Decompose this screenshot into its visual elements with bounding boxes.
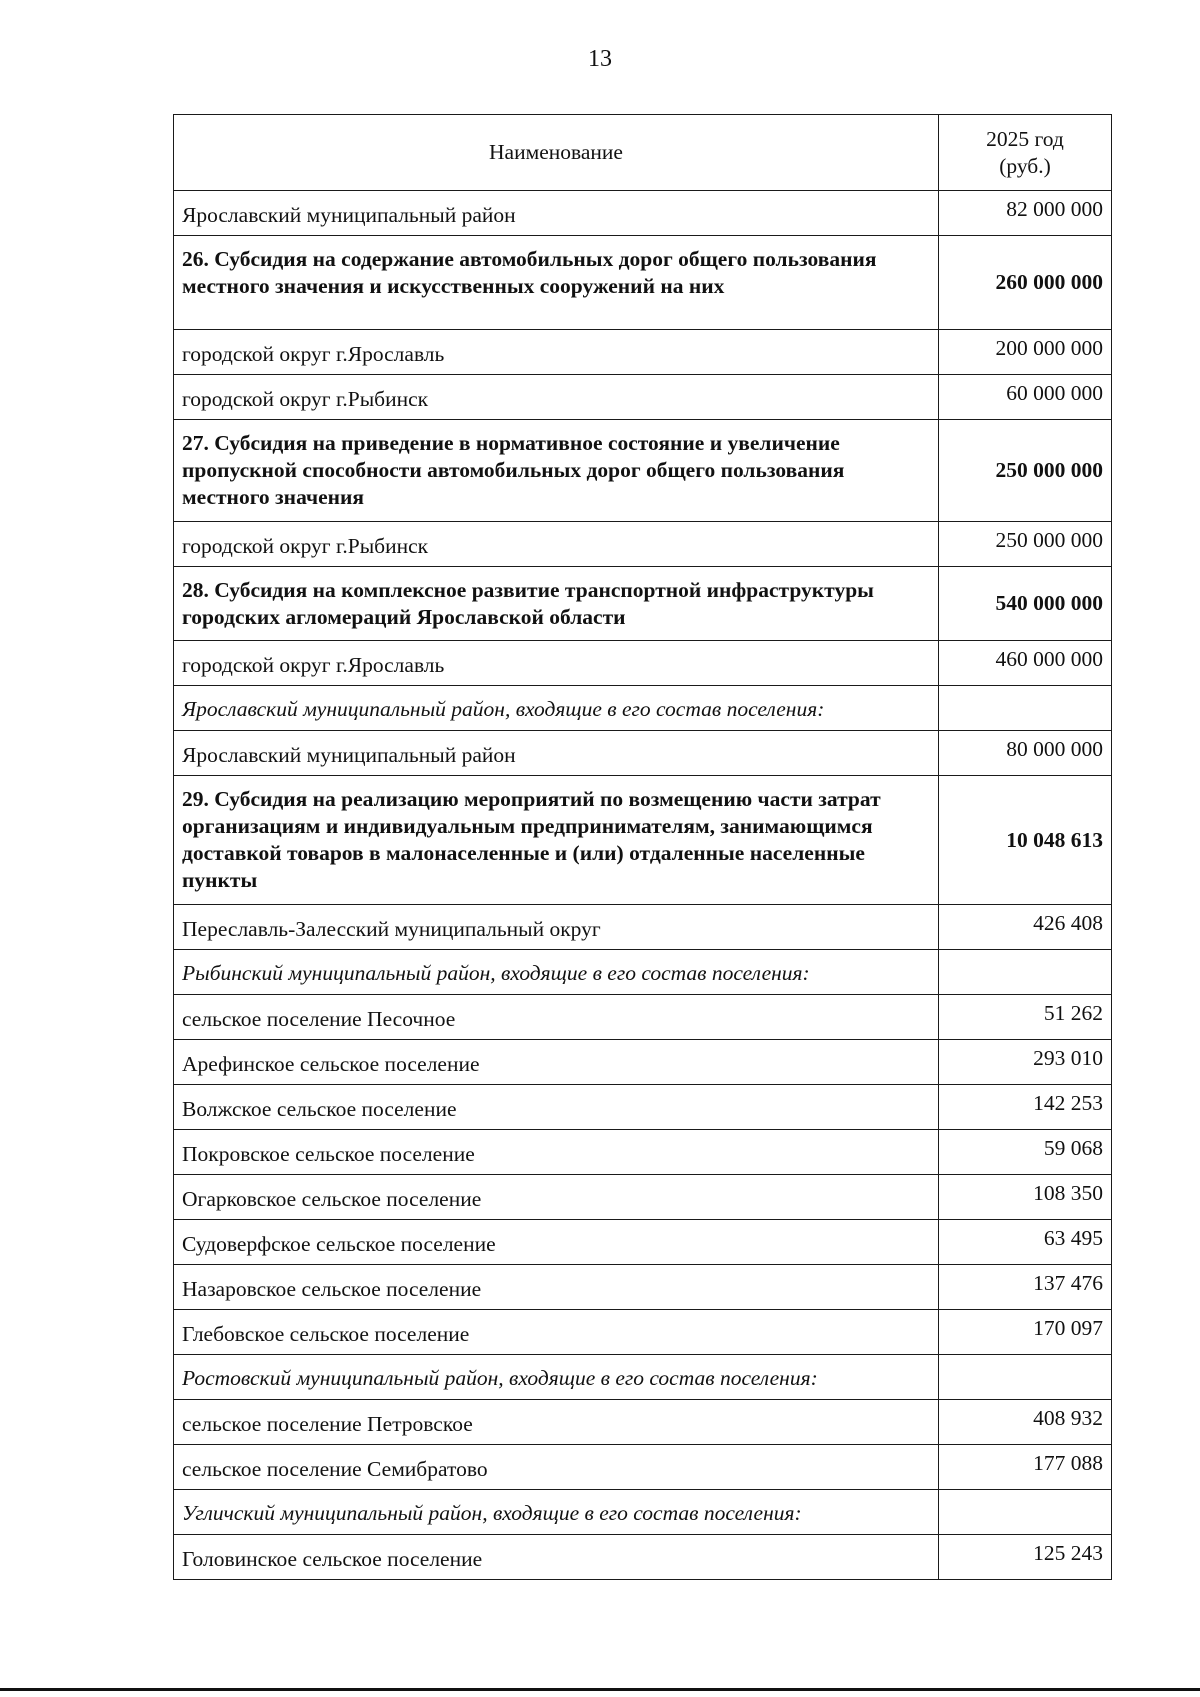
- row-amount: 59 068: [939, 1130, 1112, 1175]
- row-name: сельское поселение Песочное: [174, 995, 939, 1040]
- row-name: Арефинское сельское поселение: [174, 1040, 939, 1085]
- row-amount: 108 350: [939, 1175, 1112, 1220]
- row-amount: 200 000 000: [939, 330, 1112, 375]
- page-bottom-rule: [0, 1688, 1200, 1691]
- row-amount: 460 000 000: [939, 641, 1112, 686]
- table-row: [174, 1310, 1112, 1355]
- table-row: [174, 1535, 1112, 1580]
- column-header-name: Наименование: [174, 115, 939, 191]
- table-row: [174, 1445, 1112, 1490]
- table-row: [174, 191, 1112, 236]
- row-name: Судоверфское сельское поселение: [174, 1220, 939, 1265]
- table-row: [174, 1400, 1112, 1445]
- table-row: [174, 995, 1112, 1040]
- row-name: Переславль-Залесский муниципальный округ: [174, 905, 939, 950]
- row-name: Волжское сельское поселение: [174, 1085, 939, 1130]
- group-row: [174, 686, 1112, 731]
- row-name: сельское поселение Петровское: [174, 1400, 939, 1445]
- row-amount: 63 495: [939, 1220, 1112, 1265]
- row-amount: 250 000 000: [939, 522, 1112, 567]
- row-name: сельское поселение Семибратово: [174, 1445, 939, 1490]
- row-name: Головинское сельское поселение: [174, 1535, 939, 1580]
- table-row: [174, 905, 1112, 950]
- row-amount: 125 243: [939, 1535, 1112, 1580]
- row-amount: 293 010: [939, 1040, 1112, 1085]
- group-amount: [939, 686, 1112, 731]
- column-header-unit: (руб.): [999, 153, 1051, 178]
- row-name: Огарковское сельское поселение: [174, 1175, 939, 1220]
- row-name: городской округ г.Ярославль: [174, 641, 939, 686]
- row-name: Назаровское сельское поселение: [174, 1265, 939, 1310]
- row-name: Ярославский муниципальный район: [174, 191, 939, 236]
- budget-table: [173, 114, 1112, 1580]
- subsidy-name: 27. Субсидия на приведение в нормативное состояние и увеличение пропускной способности автомобильных дорог общего пользования местного значения: [174, 420, 939, 522]
- row-amount: 51 262: [939, 995, 1112, 1040]
- subsidy-row: [174, 420, 1112, 522]
- table-row: [174, 375, 1112, 420]
- row-amount: 80 000 000: [939, 731, 1112, 776]
- table-header-row: [174, 115, 1112, 191]
- row-amount: 60 000 000: [939, 375, 1112, 420]
- table-row: [174, 1130, 1112, 1175]
- table-row: [174, 330, 1112, 375]
- table-row: [174, 1220, 1112, 1265]
- row-amount: 82 000 000: [939, 191, 1112, 236]
- subsidy-amount: 540 000 000: [939, 567, 1112, 641]
- group-amount: [939, 950, 1112, 995]
- table-row: [174, 522, 1112, 567]
- group-name: Ростовский муниципальный район, входящие в его состав поселения:: [174, 1355, 939, 1400]
- table-row: [174, 641, 1112, 686]
- row-amount: 170 097: [939, 1310, 1112, 1355]
- row-name: Глебовское сельское поселение: [174, 1310, 939, 1355]
- subsidy-amount: 250 000 000: [939, 420, 1112, 522]
- group-row: [174, 1490, 1112, 1535]
- subsidy-row: [174, 567, 1112, 641]
- group-name: Ярославский муниципальный район, входящие в его состав поселения:: [174, 686, 939, 731]
- row-name: городской округ г.Рыбинск: [174, 522, 939, 567]
- column-header-year: 2025 год: [986, 126, 1064, 151]
- row-name: городской округ г.Ярославль: [174, 330, 939, 375]
- row-name: Ярославский муниципальный район: [174, 731, 939, 776]
- subsidy-amount: 260 000 000: [939, 236, 1112, 330]
- group-amount: [939, 1490, 1112, 1535]
- row-amount: 426 408: [939, 905, 1112, 950]
- row-name: Покровское сельское поселение: [174, 1130, 939, 1175]
- table-row: [174, 731, 1112, 776]
- row-amount: 177 088: [939, 1445, 1112, 1490]
- table-row: [174, 1265, 1112, 1310]
- group-row: [174, 950, 1112, 995]
- group-name: Рыбинский муниципальный район, входящие в его состав поселения:: [174, 950, 939, 995]
- group-name: Угличский муниципальный район, входящие в его состав поселения:: [174, 1490, 939, 1535]
- table-row: [174, 1085, 1112, 1130]
- row-amount: 142 253: [939, 1085, 1112, 1130]
- subsidy-amount: 10 048 613: [939, 776, 1112, 905]
- subsidy-row: [174, 776, 1112, 905]
- group-amount: [939, 1355, 1112, 1400]
- group-row: [174, 1355, 1112, 1400]
- row-amount: 408 932: [939, 1400, 1112, 1445]
- subsidy-name: 26. Субсидия на содержание автомобильных дорог общего пользования местного значения и искусственных сооружений на них: [174, 236, 939, 330]
- page-number: 13: [588, 46, 612, 72]
- column-header-amount: [939, 115, 1112, 191]
- subsidy-row: [174, 236, 1112, 330]
- row-amount: 137 476: [939, 1265, 1112, 1310]
- table-row: [174, 1175, 1112, 1220]
- table-row: [174, 1040, 1112, 1085]
- row-name: городской округ г.Рыбинск: [174, 375, 939, 420]
- subsidy-name: 29. Субсидия на реализацию мероприятий по возмещению части затрат организациям и индивидуальным предпринимателям, занимающимся доставкой товаров в малонаселенные и (или) отдаленные населенные пункты: [174, 776, 939, 905]
- subsidy-name: 28. Субсидия на комплексное развитие транспортной инфраструктуры городских агломераций Ярославской области: [174, 567, 939, 641]
